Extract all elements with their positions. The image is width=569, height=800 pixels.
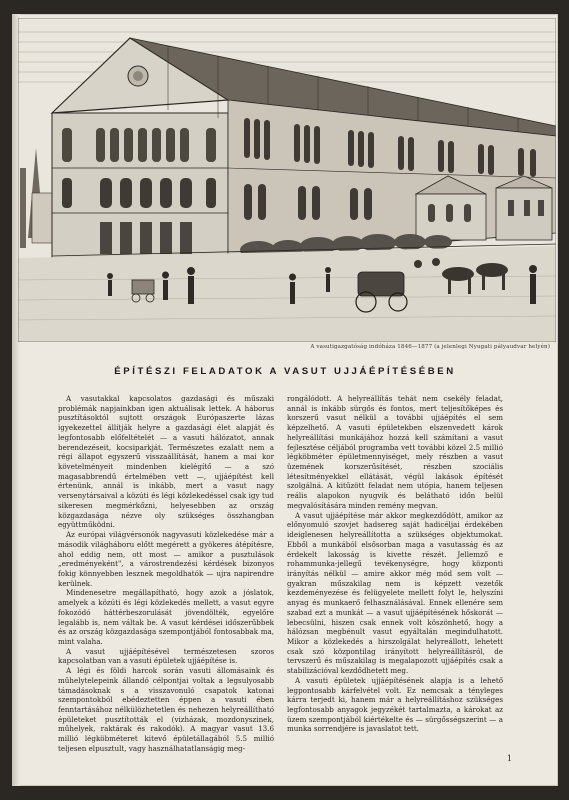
paragraph: A vasutakkal kapcsolatos gazdasági és műszaki problémák napjainkban igen aktuálisak lettek. A háborus pusztításoktól sujtott országok Európaszerte lázas igyekezettel állítják helyre a gazdasági élet alapját és legfontosabb előfeltételét — a vasuti hálózatot, annak berendezéseit, kocsiparkját. Természetes ezalatt nem a régi állapot egyszerű visszaállítását, hanem a mai kor követelményeit mindenben kielégítő — a szó magasabbrendű értelmében vett —, ujjáépítést kell értenünk, annál is inkább, mert a vasut nagy versenytársaival a közúti és légi közlekedéssel csak igy tud sikeresen megmérkőzni, helyesebben az ország közgazdasága nézve oly szükséges összhangban együttműködni. <box>58 394 274 530</box>
illustration-caption: A vasutigazgatóság indóháza 1846—1877 (a jelenlegi Nyugati pályaudvar helyén) <box>310 344 550 350</box>
paragraph: A légi és földi harcok során vasuti állomásaink és műhelytelepeink állandó célpontjai voltak a legsulyosabb támadásoknak s a visszavonuló csapatok katonai szempontokból ebédeztetten éppen a vasuti ében fenntartásához nélkülözhetetlen és nehezen helyreállítható épületeket pusztították el (vizházak, mozdonyszinek, műhelyek, raktárak és rakodók). A magyar vasut 13.6 millió légköbméteret kitevő épületállagából 5.5 millió teljesen elpusztult, vagy használhatatlanságig meg- <box>58 666 274 753</box>
station-engraving-illustration <box>18 18 556 342</box>
text-column-right <box>287 394 503 734</box>
text-column-left <box>58 394 274 754</box>
paragraph: A vasut ujjáépítésével természetesen szoros kapcsolatban van a vasuti épületek ujjáépítése is. <box>58 646 274 666</box>
paragraph: rongálódott. A helyreállítás tehát nem csekély feladat, annál is inkább sürgős és fontos, mert teljesítőképes és korszerű vasut nélkül a további ujjáépítés el sem képzelhető. A vasuti épületekben elszenvedett károk helyreállítási munkájához hozzá kell számítani a vasut fejlesztése céljából programba vett további közel 2.5 millió légköbméter épületmennyiséget, mely részben a vasut üzemének korszerűsítését, részben szociális létesítményekkel ellátását, végül lakások építését szolgálná. A kitűzött feladat nem utópia, hanem teljesen reális alapokon nyugvik és belátható időn belül megvalósítására minden remény megvan. <box>287 394 503 510</box>
article-title: ÉPÍTÉSZI FELADATOK A VASUT UJJÁÉPÍTÉSÉBEN <box>114 366 456 377</box>
paragraph: Az európai világvérsonók nagyvasuti közlekedése már a második világháboru előtt megérett a gyökeres átépítésre, ahol eddig nem, ott most — amikor a pusztulások „eredményeként", a várostrendezési kérdések bizonyos fokig könnyebben lesznek megoldhatók — ujra napirendre kerülnek. <box>58 530 274 588</box>
paragraph: A vasut ujjáépítése már akkor megkezdődött, amikor az előnyomuló szovjet hadsereg saját hadicéljai érdekében ideiglenesen helyreállította a szükséges objektumokat. Ebből a munkából elsősorban maga a vasutasság és az érdekelt lakosság is kivette részét. Jellemző e rohammunka-jellegű tevékenységre, hogy központi irányítás nélkül — amire akkor még mód sem volt — gyakran műszakilag nem is képzett vezetők kezdeményezése és felügyelete mellett folyt le, helyszíni anyag és munkaerő felhasználásával. Ennek ellenére sem szabad ezt a munkát — a vasut ujjáépítésének hőskorát — lebecsülni, hiszen csak ennek volt köszönhető, hogy a hálózsan megbénult vasut egyáltalán megindulhatott. Mikor a közlekedés a hirszolgálat helyreállott, lehetett csak szó központilag irányított helyreállításról, de tervszerű és műszakilag is megalapozott ujjáépítés csak a stabilizációval kezdődhetett meg. <box>287 510 503 676</box>
document-page <box>12 14 558 786</box>
page-number: 1 <box>506 754 512 763</box>
paragraph: A vasuti épületek ujjáépítésének alapja is a lehető legpontosabb kárfelvétel volt. Ez nemcsak a tényleges kárra terjedt ki, hanem már a helyreállításhoz szükséges legfontosabb anyagok jegyzékét tartalmazta, a károkat az üzem szempontjából kiértékelte és — sürgősségszerint — a munka sorrendjére is javaslatot tett. <box>287 675 503 734</box>
paragraph: Mindenesetre megállapítható, hogy azok a jóslatok, amelyek a közúti és légi közlekedés mellett, a vasut egyre fokozódó háttérbeszorulását jövendölték, egyelőre legalább is, nem váltak be. A vasut kérdései időszerűbbek és az ország közgazdasága szempontjából fontosabbak ma, mint valaha. <box>58 588 274 646</box>
